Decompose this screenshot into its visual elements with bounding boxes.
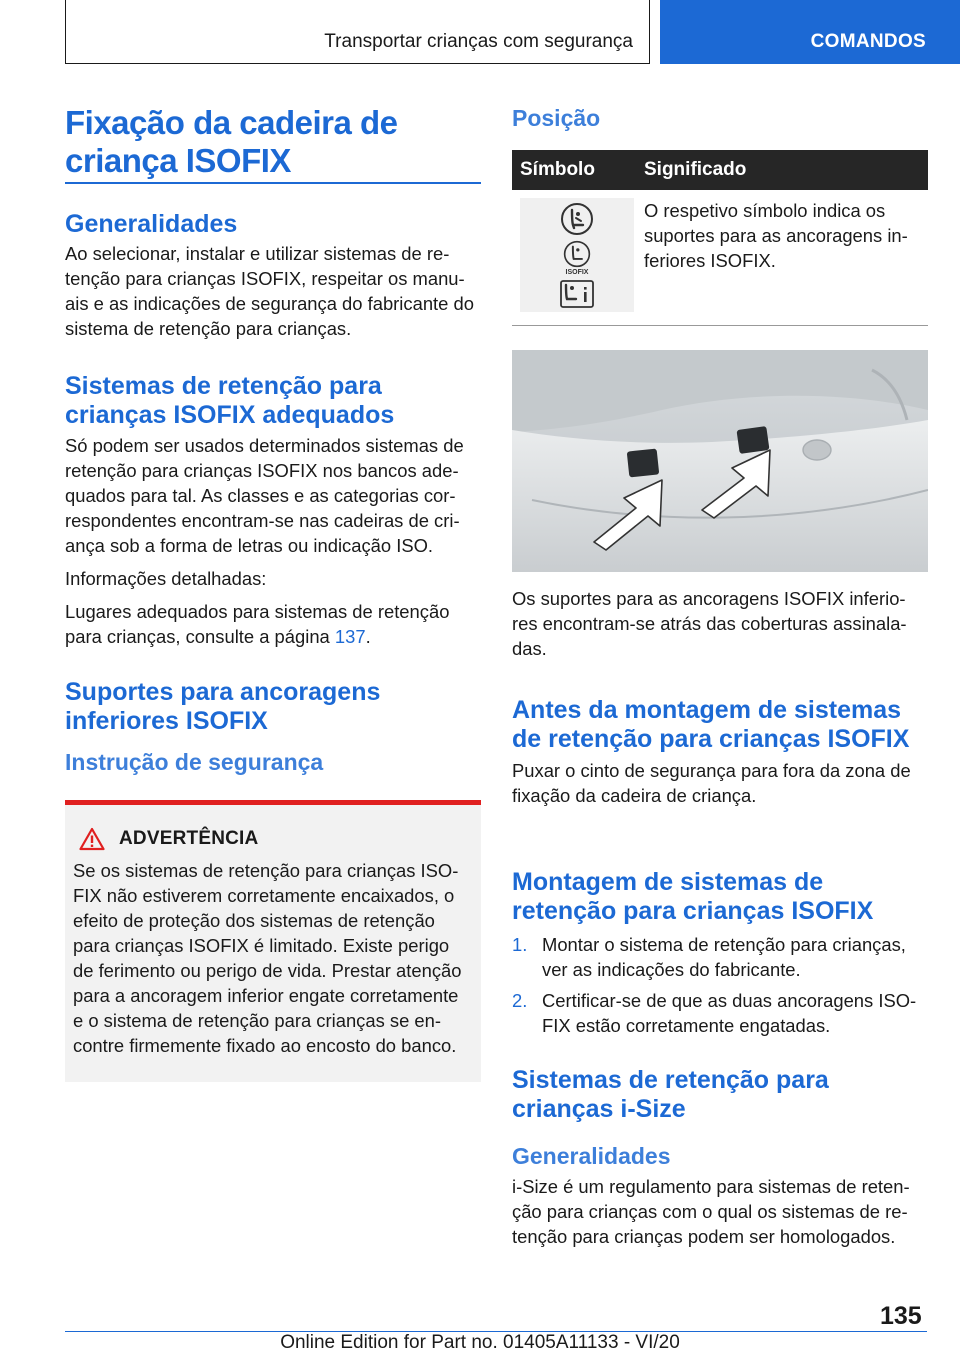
section-antes-montagem bbox=[512, 696, 928, 808]
photo-caption-block bbox=[512, 586, 928, 661]
column-header-meaning: Significado bbox=[644, 159, 747, 180]
meaning-text: O respetivo símbolo indica os suportes para as ancoragens in-feriores ISOFIX. bbox=[644, 200, 908, 271]
header-section-label: COMANDOS bbox=[810, 31, 926, 52]
warning-body: Se os sistemas de retenção para crianças ISO-FIX não estiverem corretamente encaixados, o efeito de proteção dos sistemas de retenção para crianças ISOFIX é limitado. Existe perigo de ferimento ou perigo de vida. Prestar atenção para a ancoragem inferior engate corretamente e o sistema de retenção para crianças se en-contre firmemente fixado ao encosto do banco. bbox=[73, 860, 462, 1056]
photo-caption: Os suportes para as ancoragens ISOFIX inferio-res encontram-se atrás das coberturas assinala-das. bbox=[512, 588, 907, 659]
isofix-seat-info-icon bbox=[560, 280, 594, 308]
warning-triangle-icon bbox=[79, 827, 105, 851]
title-rule bbox=[65, 182, 481, 184]
warning-box bbox=[65, 800, 481, 1082]
section-body: Ao selecionar, instalar e utilizar sistemas de re-tenção para crianças ISOFIX, respeitar os manu-ais e as indicações de segurança do fabricante do sistema de retenção para crianças. bbox=[65, 243, 474, 339]
section-body: i-Size é um regulamento para sistemas de reten-ção para crianças com o qual os sistemas de re-tenção para crianças podem ser homologados. bbox=[512, 1176, 910, 1247]
isofix-seat-small-icon bbox=[563, 240, 591, 268]
section-body: Puxar o cinto de segurança para fora da zona de fixação da cadeira de criança. bbox=[512, 760, 911, 806]
warning-title: ADVERTÊNCIA bbox=[119, 828, 259, 849]
section-i-size bbox=[512, 1066, 928, 1249]
info-label: Informações detalhadas: bbox=[65, 568, 267, 589]
section-montagem bbox=[512, 868, 928, 1044]
meaning-cell bbox=[634, 190, 928, 325]
table-header bbox=[512, 150, 928, 190]
list-item bbox=[512, 988, 928, 1038]
page-reference: Lugares adequados para sistemas de retenção para crianças, consulte a página 137. bbox=[65, 601, 450, 647]
subsection-title: Instrução de segurança bbox=[65, 749, 324, 775]
step-text: Montar o sistema de retenção para crianças, ver as indicações do fabricante. bbox=[542, 934, 906, 980]
page-number: 135 bbox=[880, 1302, 922, 1330]
page-title: Fixação da cadeira de criança ISOFIX bbox=[65, 104, 398, 179]
rear-seat-isofix-photo bbox=[512, 350, 928, 572]
section-title: Antes da montagem de sistemas de retenção para crianças ISOFIX bbox=[512, 696, 910, 753]
isofix-symbols bbox=[520, 198, 634, 312]
header-chapter-title: Transportar crianças com segurança bbox=[324, 31, 633, 52]
section-body: Só podem ser usados determinados sistemas de retenção para crianças ISOFIX nos bancos ade-quados para tal. As classes e as categorias cor-respondentes encontram-se nas cadeiras de cri-ança sob a forma de letras ou indicação ISO. bbox=[65, 435, 464, 556]
subsection-title: Generalidades bbox=[512, 1143, 671, 1169]
warning-header bbox=[73, 827, 473, 851]
table-row bbox=[512, 190, 928, 326]
isofix-labeled-symbol bbox=[563, 240, 591, 276]
list-item bbox=[512, 932, 928, 982]
steps-list bbox=[512, 932, 928, 1038]
section-suportes bbox=[65, 678, 481, 776]
section-title: Suportes para ancoragens inferiores ISOFIX bbox=[65, 678, 381, 735]
section-title: Generalidades bbox=[65, 210, 238, 238]
symbol-cell bbox=[512, 190, 634, 325]
header-section-tab[interactable] bbox=[660, 0, 960, 64]
isofix-seat-circle-icon bbox=[560, 202, 594, 236]
step-text: Certificar-se de que as duas ancoragens ISO-FIX estão corretamente engatadas. bbox=[542, 990, 917, 1036]
section-title: Sistemas de retenção para crianças i-Size bbox=[512, 1066, 829, 1123]
section-title: Sistemas de retenção para crianças ISOFIX adequados bbox=[65, 372, 395, 429]
section-posicao-title: Posição bbox=[512, 105, 601, 131]
isofix-symbol-label: ISOFIX bbox=[565, 269, 589, 276]
section-generalidades bbox=[65, 210, 481, 341]
footer-edition: Online Edition for Part no. 01405A11133 - VI/20 bbox=[280, 1332, 680, 1353]
symbol-table bbox=[512, 150, 928, 326]
column-header-symbol: Símbolo bbox=[520, 159, 595, 180]
step-number: 1. bbox=[512, 934, 528, 955]
step-number: 2. bbox=[512, 990, 528, 1011]
page-link[interactable]: 137 bbox=[334, 626, 366, 647]
header-chapter-box bbox=[65, 0, 650, 64]
section-title: Montagem de sistemas de retenção para crianças ISOFIX bbox=[512, 868, 874, 925]
section-isofix-adequados bbox=[65, 372, 481, 649]
